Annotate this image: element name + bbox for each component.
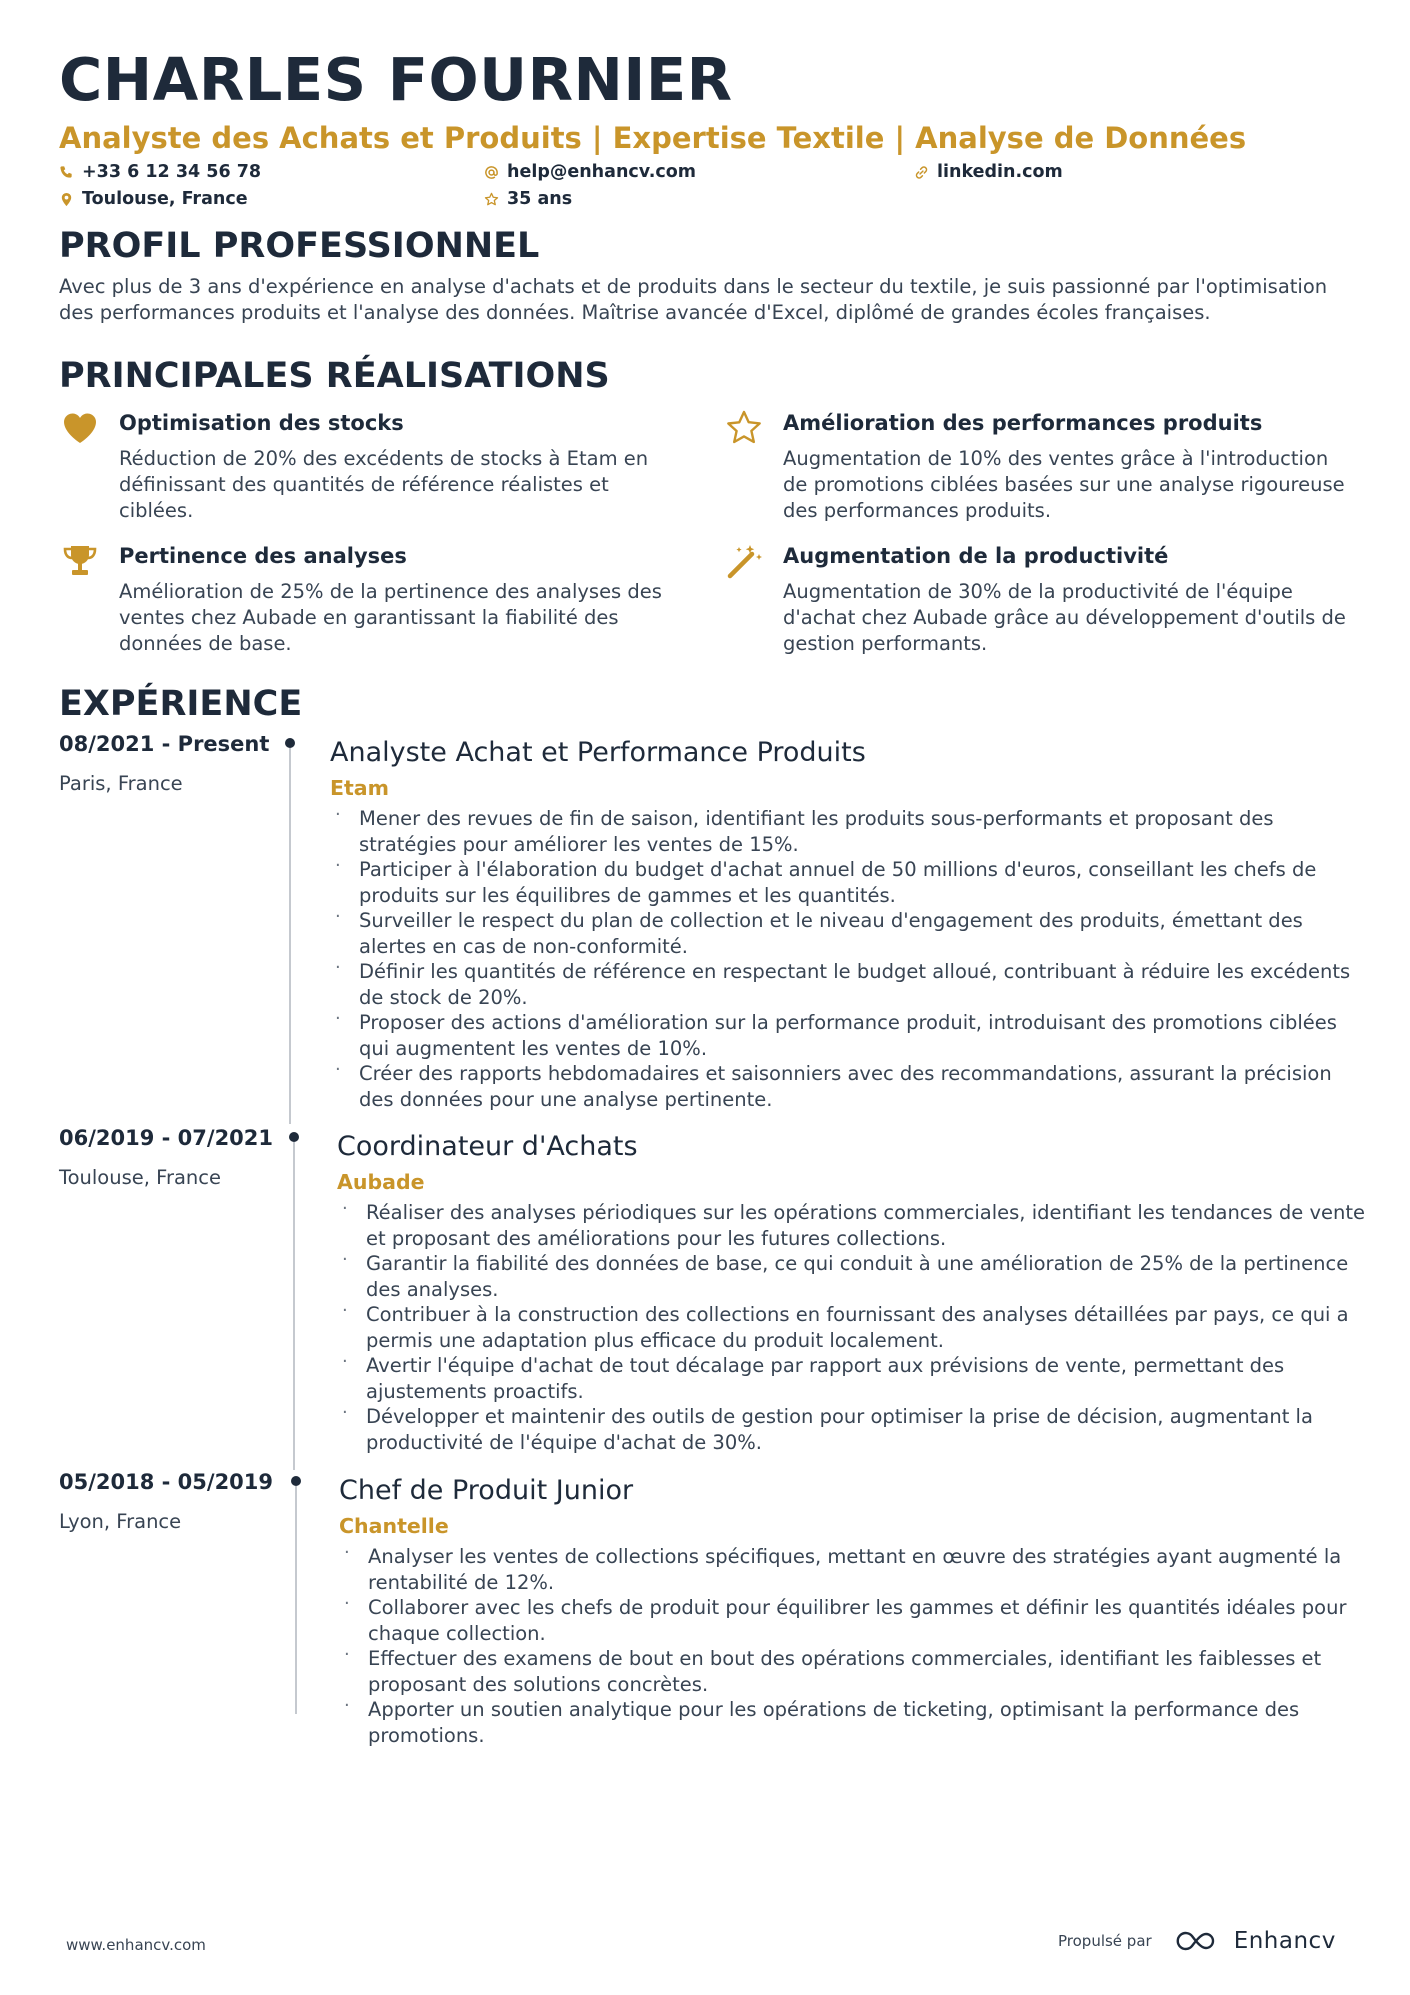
link-icon	[914, 165, 929, 180]
achievement-title: Amélioration des performances produits	[783, 411, 1263, 435]
experience-dates: 06/2019 - 07/2021	[59, 1126, 274, 1150]
powered-by-label: Propulsé par	[1058, 1932, 1152, 1950]
footer-website[interactable]: www.enhancv.com	[66, 1936, 206, 1954]
experience-location: Paris, France	[59, 772, 183, 795]
achievement-title: Augmentation de la productivité	[783, 544, 1169, 568]
profile-title: PROFIL PROFESSIONNEL	[59, 226, 540, 266]
experience-dates: 08/2021 - Present	[59, 732, 270, 756]
achievement-desc: Augmentation de 30% de la productivité de l'équipe d'achat chez Aubade grâce au développement d'outils de gestion performants.	[783, 580, 1346, 655]
experience-bullets	[339, 1544, 1369, 1748]
location-pin-icon	[59, 192, 74, 207]
email-text: help@enhancv.com	[507, 162, 697, 182]
bullet-item: · Surveiller le respect du plan de collection et le niveau d'engagement des produits, émettant des alertes en cas de non-conformité.	[330, 908, 1360, 959]
contact-age	[484, 189, 572, 209]
profile-section	[59, 224, 1359, 326]
experience-role: Chef de Produit Junior	[339, 1475, 634, 1506]
trophy-icon	[59, 541, 101, 581]
contact-info	[59, 162, 1359, 218]
achievements-section	[59, 354, 1359, 658]
timeline-dot	[291, 1476, 301, 1486]
experience-role: Coordinateur d'Achats	[337, 1131, 638, 1162]
resume-page	[59, 44, 1365, 1747]
experience-location: Toulouse, France	[59, 1166, 221, 1189]
linkedin-text: linkedin.com	[937, 162, 1063, 182]
achievement-title: Optimisation des stocks	[119, 411, 404, 435]
contact-email[interactable]	[484, 162, 696, 182]
achievement-desc: Réduction de 20% des excédents de stocks à Etam en définissant des quantités de référence réalistes et ciblées.	[119, 447, 649, 522]
bullet-item: · Créer des rapports hebdomadaires et saisonniers avec des recommandations, assurant la précision des données pour une analyse pertinente.	[330, 1061, 1360, 1112]
bullet-item: · Développer et maintenir des outils de gestion pour optimiser la prise de décision, augmentant la productivité de l'équipe d'achat de 30%.	[337, 1404, 1367, 1455]
timeline-line	[289, 748, 291, 1124]
bullet-item: · Contribuer à la construction des collections en fournissant des analyses détaillées par pays, ce qui a permis une adaptation plus efficace du produit localement.	[337, 1302, 1367, 1353]
bullet-item: · Apporter un soutien analytique pour les opérations de ticketing, optimisant la performance des promotions.	[339, 1697, 1369, 1748]
achievement-desc: Augmentation de 10% des ventes grâce à l'introduction de promotions ciblées basées sur une analyse rigoureuse des performances produits.	[783, 447, 1345, 522]
headline: Analyste des Achats et Produits | Expertise Textile | Analyse de Données	[59, 121, 1247, 155]
experience-location: Lyon, France	[59, 1510, 182, 1533]
phone-text: +33 6 12 34 56 78	[82, 162, 262, 182]
experience-role: Analyste Achat et Performance Produits	[330, 737, 866, 768]
phone-icon	[59, 165, 74, 180]
achievements-grid	[59, 408, 1359, 658]
bullet-item: · Garantir la fiabilité des données de base, ce qui conduit à une amélioration de 25% de la pertinence des analyses.	[337, 1251, 1367, 1302]
experience-dates: 05/2018 - 05/2019	[59, 1470, 274, 1494]
timeline-dot	[285, 738, 295, 748]
contact-linkedin[interactable]	[914, 162, 1063, 182]
bullet-item: · Effectuer des examens de bout en bout des opérations commerciales, identifiant les faiblesses et proposant des solutions concrètes.	[339, 1646, 1369, 1697]
bullet-item: · Collaborer avec les chefs de produit pour équilibrer les gammes et définir les quantités idéales pour chaque collection.	[339, 1595, 1369, 1646]
star-icon	[723, 408, 765, 448]
timeline-dot	[289, 1132, 299, 1142]
enhancv-logo-icon	[1174, 1930, 1220, 1952]
experience-company: Aubade	[337, 1170, 425, 1194]
heart-icon	[59, 408, 101, 448]
experience-bullets	[330, 806, 1360, 1112]
timeline-line	[293, 1142, 295, 1470]
timeline-line	[295, 1486, 297, 1714]
experience-section	[59, 682, 1365, 1882]
achievements-title: PRINCIPALES RÉALISATIONS	[59, 356, 610, 396]
brand-name: Enhancv	[1233, 1928, 1336, 1954]
bullet-item: · Participer à l'élaboration du budget d'achat annuel de 50 millions d'euros, conseillant les chefs de produits sur les équilibres de gammes et les quantités.	[330, 857, 1360, 908]
footer-branding[interactable]	[1058, 1928, 1336, 1954]
bullet-item: · Définir les quantités de référence en respectant le budget alloué, contribuant à réduire les excédents de stock de 20%.	[330, 959, 1360, 1010]
location-text: Toulouse, France	[82, 189, 248, 209]
at-icon	[484, 165, 499, 180]
star-outline-icon	[484, 192, 499, 207]
achievement-desc: Amélioration de 25% de la pertinence des analyses des ventes chez Aubade en garantissant la fiabilité des données de base.	[119, 580, 662, 655]
experience-bullets	[337, 1200, 1367, 1455]
achievement-title: Pertinence des analyses	[119, 544, 407, 568]
bullet-item: · Analyser les ventes de collections spécifiques, mettant en œuvre des stratégies ayant augmenté la rentabilité de 12%.	[339, 1544, 1369, 1595]
bullet-item: · Avertir l'équipe d'achat de tout décalage par rapport aux prévisions de vente, permettant des ajustements proactifs.	[337, 1353, 1367, 1404]
contact-location	[59, 189, 248, 209]
bullet-item: · Mener des revues de fin de saison, identifiant les produits sous-performants et proposant des stratégies pour améliorer les ventes de 15%.	[330, 806, 1360, 857]
experience-company: Etam	[330, 776, 389, 800]
experience-company: Chantelle	[339, 1514, 449, 1538]
magic-wand-icon	[723, 541, 765, 581]
contact-phone[interactable]	[59, 162, 261, 182]
profile-summary: Avec plus de 3 ans d'expérience en analyse d'achats et de produits dans le secteur du textile, je suis passionné par l'optimisation des performances produits et l'analyse des données. Maîtrise avancée d'Excel, diplômé de grandes écoles françaises.	[59, 275, 1328, 324]
age-text: 35 ans	[507, 189, 573, 209]
bullet-item: · Proposer des actions d'amélioration sur la performance produit, introduisant des promotions ciblées qui augmentent les ventes de 10%.	[330, 1010, 1360, 1061]
bullet-item: · Réaliser des analyses périodiques sur les opérations commerciales, identifiant les tendances de vente et proposant des améliorations pour les futures collections.	[337, 1200, 1367, 1251]
candidate-name: CHARLES FOURNIER	[59, 45, 733, 114]
experience-title: EXPÉRIENCE	[59, 684, 303, 724]
